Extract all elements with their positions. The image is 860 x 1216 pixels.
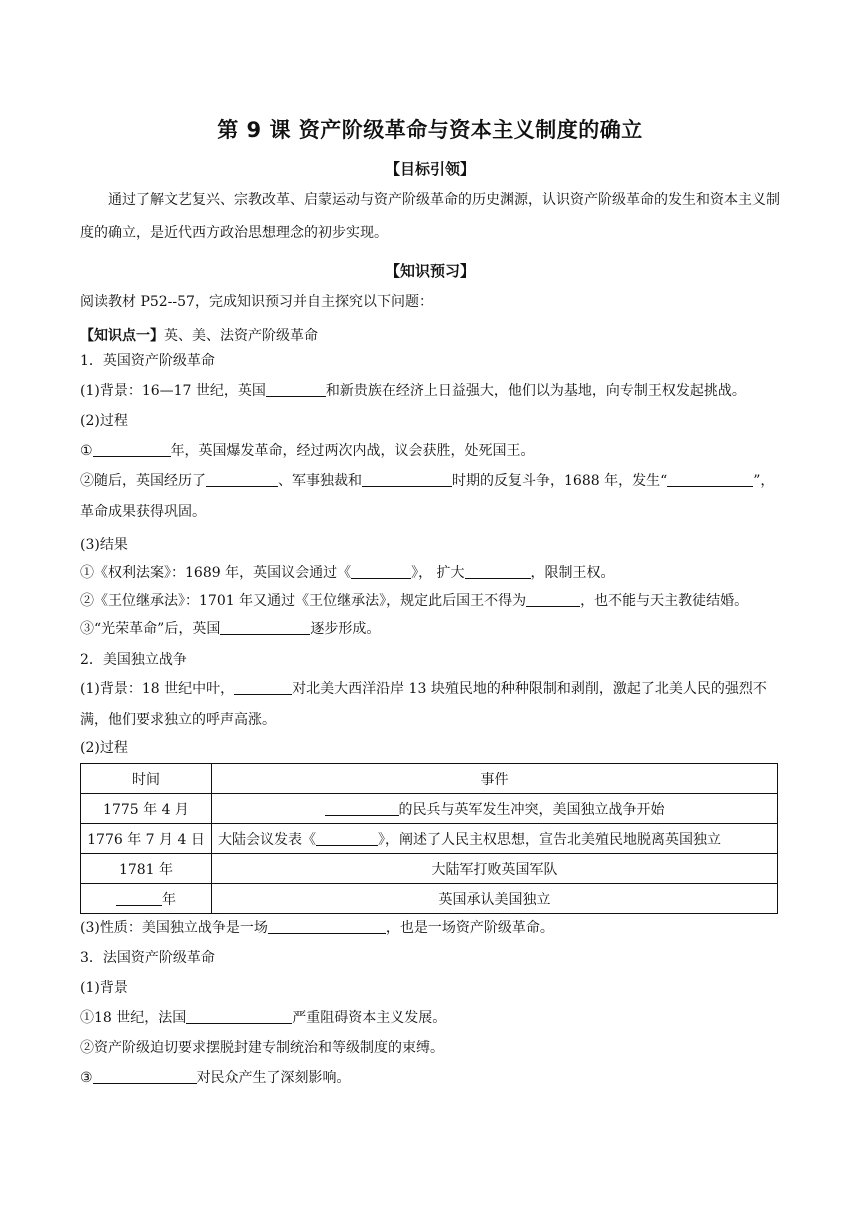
blank-field[interactable]: [234, 680, 292, 695]
england-process: (2)过程: [80, 413, 128, 429]
blank-field[interactable]: [93, 1069, 197, 1084]
blank-field[interactable]: [316, 831, 378, 846]
france-background-3: ③ 对民众产生了深刻影响。: [80, 1070, 351, 1086]
england-process-2: ②随后，英国经历了 、军事独裁和 时期的反复斗争，1688 年，发生“ ”，革命成果获得巩固。: [80, 473, 775, 520]
preview-intro: 阅读教材 P52--57，完成知识预习并自主探究以下问题：: [80, 294, 433, 310]
blank-field[interactable]: [526, 592, 580, 607]
blank-field[interactable]: [325, 801, 399, 816]
blank-field[interactable]: [93, 442, 171, 457]
england-result-1: ①《权利法案》：1689 年，英国议会通过《 》， 扩大 ，限制王权。: [80, 565, 615, 581]
blank-field[interactable]: [268, 919, 386, 934]
france-heading: 3．法国资产阶级革命: [80, 950, 215, 966]
blank-field[interactable]: [465, 564, 531, 579]
england-result-2: ②《王位继承法》：1701 年又通过《王位继承法》，规定此后国王不得为 ，也不能与天主教徒结婚。: [80, 593, 749, 609]
table-row: 1775 年 4 月 的民兵与英军发生冲突，美国独立战争开始: [81, 794, 778, 824]
blank-field[interactable]: [116, 891, 162, 906]
knowledge-point-1: [80, 326, 785, 346]
england-background: (1)背景：16—17 世纪，英国 和新贵族在经济上日益强大，他们以为基地，向专制王权发起挑战。: [80, 383, 746, 399]
france-background: (1)背景: [80, 980, 128, 996]
table-header-row: [81, 764, 778, 794]
blank-field[interactable]: [667, 472, 753, 487]
goal-text: 通过了解文艺复兴、宗教改革、启蒙运动与资产阶级革命的历史渊源，认识资产阶级革命的发生和资本主义制度的确立，是近代西方政治思想理念的初步实现。: [80, 192, 780, 241]
blank-field[interactable]: [362, 472, 452, 487]
blank-field[interactable]: [351, 564, 411, 579]
america-nature: (3)性质：美国独立战争是一场 ，也是一场资产阶级革命。: [80, 920, 554, 936]
america-background: (1)背景：18 世纪中叶， 对北美大西洋沿岸 13 块殖民地的种种限制和剥削，激起了北美人民的强烈不满，他们要求独立的呼声高涨。: [80, 681, 767, 728]
preview-heading: 【知识预习】: [384, 262, 475, 280]
table-row: 1776 年 7 月 4 日 大陆会议发表《 》，阐述了人民主权思想，宣告北美殖民地脱离英国独立: [81, 824, 778, 854]
blank-field[interactable]: [266, 382, 326, 397]
lesson-title: 第 9 课 资产阶级革命与资本主义制度的确立: [217, 118, 643, 142]
england-process-1: ① 年，英国爆发革命，经过两次内战，议会获胜，处死国王。: [80, 443, 535, 459]
england-result: (3)结果: [80, 537, 128, 553]
blank-field[interactable]: [220, 620, 310, 635]
point-title: 英、美、法资产阶级革命: [164, 328, 318, 344]
england-result-3: ③“光荣革命”后，英国 逐步形成。: [80, 621, 381, 637]
table-header-event: 事件: [212, 764, 778, 794]
france-background-1: ①18 世纪，法国 严重阻碍资本主义发展。: [80, 1010, 447, 1026]
events-table: [80, 763, 778, 914]
table-header-time: 时间: [81, 764, 212, 794]
france-background-2: ②资产阶级迫切要求摆脱封建专制统治和等级制度的束缚。: [80, 1040, 444, 1056]
blank-field[interactable]: [206, 472, 278, 487]
table-row: 1781 年 大陆军打败英国军队: [81, 854, 778, 884]
goal-heading: 【目标引领】: [384, 160, 475, 178]
america-process: (2)过程: [80, 740, 128, 756]
england-heading: 1．英国资产阶级革命: [80, 353, 215, 369]
point-tag: 【知识点一】: [80, 328, 164, 344]
blank-field[interactable]: [186, 1009, 292, 1024]
america-heading: 2．美国独立战争: [80, 652, 187, 668]
table-row: 年 英国承认美国独立: [81, 884, 778, 914]
